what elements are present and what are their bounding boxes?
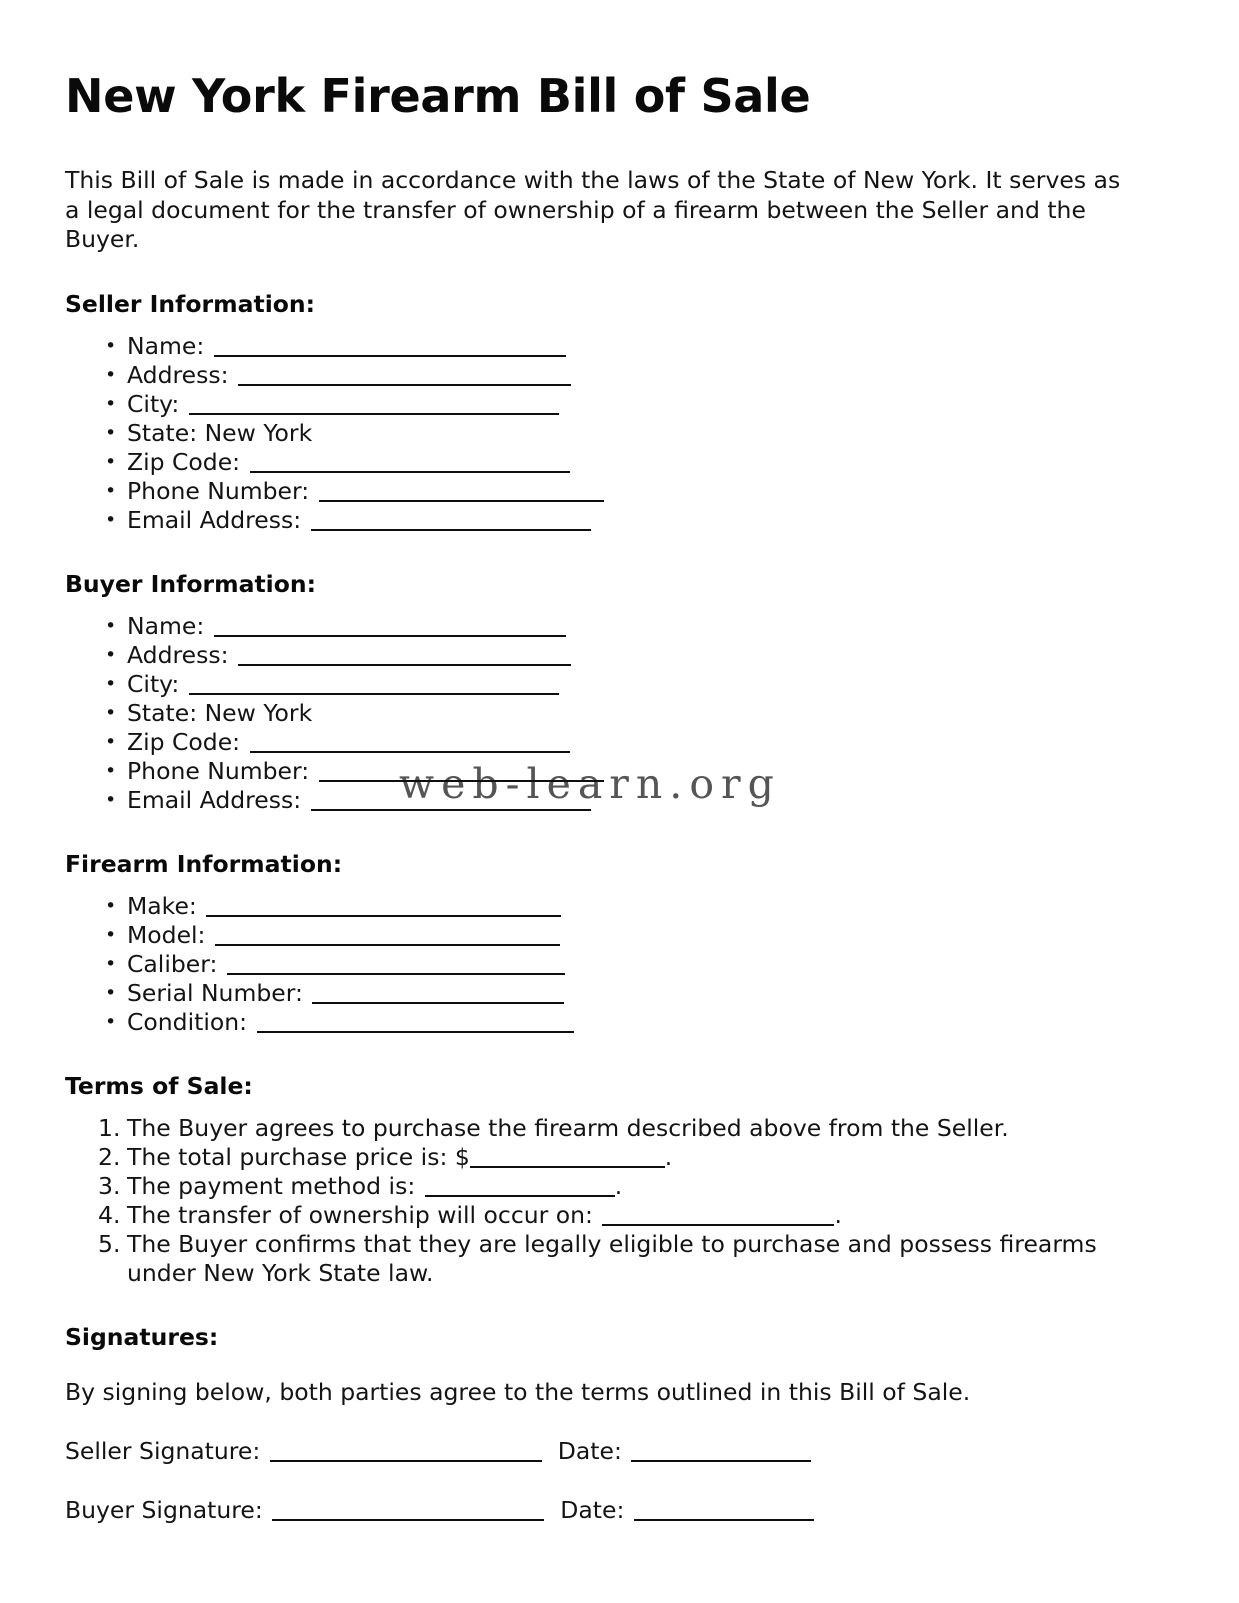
field-label: Name:	[127, 611, 205, 640]
field-blank-input[interactable]	[189, 675, 559, 695]
site-watermark: web-learn.org	[399, 760, 781, 808]
list-item	[65, 612, 1137, 641]
field-blank-input[interactable]	[311, 511, 591, 531]
list-item	[65, 419, 1137, 448]
document-content	[65, 68, 1137, 1525]
field-blank-input[interactable]	[238, 646, 571, 666]
field-label: Name:	[127, 331, 205, 360]
list-item	[65, 728, 1137, 757]
list-item	[65, 1143, 1137, 1172]
term-blank-input[interactable]	[425, 1177, 615, 1197]
buyer-information-heading: Buyer Information:	[65, 569, 317, 598]
date-label: Date:	[560, 1495, 625, 1524]
field-label: Serial Number:	[127, 978, 303, 1007]
field-blank-input[interactable]	[312, 984, 564, 1004]
field-blank-input[interactable]	[214, 617, 566, 637]
field-label: Phone Number:	[127, 476, 310, 505]
field-blank-input[interactable]	[250, 453, 570, 473]
signature-blank-input[interactable]	[272, 1501, 544, 1521]
field-blank-input[interactable]	[257, 1013, 574, 1033]
intro-paragraph: This Bill of Sale is made in accordance with the laws of the State of New York. It serves as a legal document for the transfer of ownership of a firearm between the Seller and the Buyer.	[65, 166, 1121, 253]
terms-list	[65, 1114, 1137, 1288]
term-text: The transfer of ownership will occur on:	[127, 1200, 593, 1229]
term-text: The Buyer confirms that they are legally eligible to purchase and possess firearms	[127, 1229, 1097, 1258]
list-item	[65, 699, 1137, 728]
date-label: Date:	[557, 1436, 622, 1465]
list-item	[65, 757, 1137, 786]
list-item	[65, 477, 1137, 506]
buyer-fields-list	[65, 612, 1137, 815]
field-label: Address:	[127, 640, 229, 669]
list-item	[65, 921, 1137, 950]
field-label: Address:	[127, 360, 229, 389]
list-item	[65, 332, 1137, 361]
field-blank-input[interactable]	[319, 482, 604, 502]
list-item	[65, 786, 1137, 815]
signature-row	[65, 1496, 1137, 1525]
list-item	[65, 506, 1137, 535]
field-label: City:	[127, 389, 180, 418]
field-blank-input[interactable]	[189, 395, 559, 415]
list-item	[65, 1114, 1137, 1143]
term-suffix: .	[664, 1142, 673, 1171]
date-blank-input[interactable]	[634, 1501, 814, 1521]
field-label: Email Address:	[127, 505, 302, 534]
term-suffix: .	[834, 1200, 842, 1229]
field-label: Zip Code:	[127, 447, 241, 476]
signatures-paragraph: By signing below, both parties agree to the terms outlined in this Bill of Sale.	[65, 1377, 971, 1406]
field-blank-input[interactable]	[319, 762, 604, 782]
field-value: New York	[197, 418, 313, 447]
field-blank-input[interactable]	[214, 337, 566, 357]
field-label: City:	[127, 669, 180, 698]
field-blank-input[interactable]	[227, 955, 565, 975]
date-blank-input[interactable]	[631, 1442, 811, 1462]
list-item	[65, 979, 1137, 1008]
field-label: Zip Code:	[127, 727, 241, 756]
term-text: The Buyer agrees to purchase the firearm described above from the Seller.	[127, 1113, 1009, 1142]
list-item	[65, 892, 1137, 921]
field-label: Caliber:	[127, 949, 218, 978]
field-blank-input[interactable]	[215, 926, 560, 946]
field-label: State:	[127, 698, 198, 727]
field-value: New York	[197, 698, 313, 727]
field-blank-input[interactable]	[238, 366, 571, 386]
page-title: New York Firearm Bill of Sale	[65, 69, 811, 123]
term-suffix: .	[614, 1171, 623, 1200]
field-label: Phone Number:	[127, 756, 310, 785]
signature-label: Buyer Signature:	[65, 1495, 263, 1524]
term-text-continued: under New York State law.	[127, 1258, 434, 1287]
list-item	[65, 1201, 1137, 1230]
field-label: State:	[127, 418, 198, 447]
term-blank-input[interactable]	[602, 1206, 834, 1226]
field-blank-input[interactable]	[206, 897, 561, 917]
list-item	[65, 448, 1137, 477]
list-item	[65, 1008, 1137, 1037]
signature-row	[65, 1437, 1137, 1466]
seller-fields-list	[65, 332, 1137, 535]
list-item	[65, 1172, 1137, 1201]
list-item	[65, 361, 1137, 390]
term-text: The payment method is:	[127, 1171, 416, 1200]
field-blank-input[interactable]	[311, 791, 591, 811]
term-blank-input[interactable]	[470, 1148, 665, 1168]
field-blank-input[interactable]	[250, 733, 570, 753]
list-item	[65, 670, 1137, 699]
firearm-information-heading: Firearm Information:	[65, 849, 343, 878]
signature-blank-input[interactable]	[270, 1442, 542, 1462]
firearm-fields-list	[65, 892, 1137, 1037]
signatures-heading: Signatures:	[65, 1322, 219, 1351]
signature-label: Seller Signature:	[65, 1436, 261, 1465]
field-label: Model:	[127, 920, 206, 949]
signature-rows	[65, 1437, 1137, 1525]
field-label: Condition:	[127, 1007, 248, 1036]
list-item	[65, 1230, 1137, 1288]
list-item	[65, 641, 1137, 670]
list-item	[65, 950, 1137, 979]
seller-information-heading: Seller Information:	[65, 289, 316, 318]
term-text: The total purchase price is: $	[127, 1142, 470, 1171]
list-item	[65, 390, 1137, 419]
terms-of-sale-heading: Terms of Sale:	[65, 1071, 253, 1100]
field-label: Make:	[127, 891, 197, 920]
field-label: Email Address:	[127, 785, 302, 814]
